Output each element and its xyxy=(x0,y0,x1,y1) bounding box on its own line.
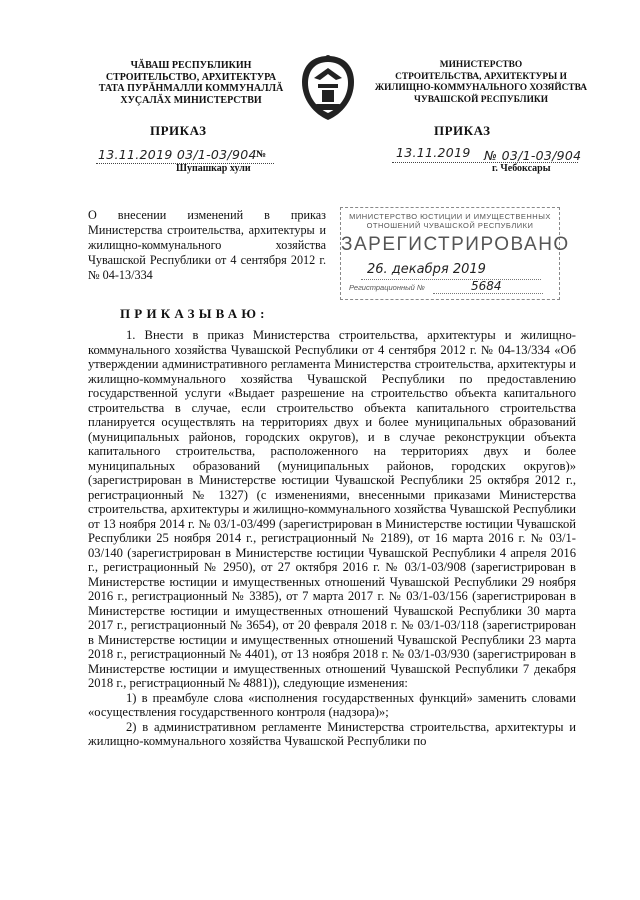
order-title-right: ПРИКАЗ xyxy=(434,123,491,138)
paragraph: 1) в преамбуле слова «исполнения государственных функций» заменить словами «осуществления государственного контроля (надзора)»; xyxy=(88,690,576,719)
header-right-line: СТРОИТЕЛЬСТВА, АРХИТЕКТУРЫ И xyxy=(395,71,567,82)
stamp-organization: МИНИСТЕРСТВО ЮСТИЦИИ И ИМУЩЕСТВЕННЫХ ОТНОШЕНИЙ ЧУВАШСКОЙ РЕСПУБЛИКИ xyxy=(349,212,551,230)
coat-of-arms-icon xyxy=(296,52,360,124)
order-title-left: ПРИКАЗ xyxy=(150,123,207,138)
stamp-date: 26. декабря 2019 xyxy=(367,262,486,277)
header-left-line: ЧĂВАШ РЕСПУБЛИКИН xyxy=(130,60,252,71)
registration-stamp xyxy=(340,207,570,300)
orders-heading: ПРИКАЗЫВАЮ: xyxy=(120,306,269,321)
order-number-left: 13.11.2019 03/1-03/904 xyxy=(98,147,257,162)
stamp-reg-number: 5684 xyxy=(471,279,502,293)
header-right-line: ЧУВАШСКОЙ РЕСПУБЛИКИ xyxy=(413,94,548,105)
header-left-line: ХУÇАЛĂХ МИНИСТЕРСТВИ xyxy=(120,94,262,106)
order-body xyxy=(88,328,576,749)
number-sign-left: № xyxy=(256,149,267,160)
header-right-line: ЖИЛИЩНО-КОММУНАЛЬНОГО ХОЗЯЙСТВА xyxy=(374,83,588,93)
header-right-line: МИНИСТЕРСТВО xyxy=(439,60,523,70)
city-left: Шупашкар хули xyxy=(176,163,251,174)
paragraph: 2) в административном регламенте Министерства строительства, архитектуры и жилищно-коммунального хозяйства Чувашской Республики по xyxy=(88,719,576,748)
order-date-right: 13.11.2019 xyxy=(396,145,471,160)
stamp-reg-line xyxy=(433,293,543,294)
header-left-line: ТАТА ПУРĂНМАЛЛИ КОММУНАЛЛĂ xyxy=(98,83,284,94)
order-number-right: № 03/1-03/904 xyxy=(484,148,582,163)
header-left-line: СТРОИТЕЛЬСТВО, АРХИТЕКТУРА xyxy=(105,71,277,83)
order-subject: О внесении изменений в приказ Министерства строительства, архитектуры и жилищно-коммунального хозяйства Чувашской Республики от 4 сентября 2012 г. № 04-13/334 xyxy=(88,208,326,282)
header-left-ministry xyxy=(92,60,290,106)
stamp-date-line xyxy=(361,279,541,280)
stamp-reg-label: Регистрационный № xyxy=(349,283,425,292)
header-right-ministry xyxy=(366,60,596,106)
paragraph: 1. Внести в приказ Министерства строительства, архитектуры и жилищно-коммунального хозяйства Чувашской Республики от 4 сентября 2012 г. № 04-13/334 «Об утверждении административного регламента Министерства строительства, архитектуры и жилищно-коммунального хозяйства Чувашской Республики по предоставлению государственной услуги «Выдает разрешение на строительство объекта капитального строительства в случае, если строительство объекта капитального строительства планируется осуществлять на территориях двух и более муниципальных образований (муниципальных районов, городских округов), и в случае реконструкции объекта капитального строительства, расположенного на территориях двух и более муниципальных образований (муниципальных районов, городских округов)» (зарегистрирован в Министерстве юстиции Чувашской Республики 25 октября 2012 г., регистрационный № 1327) (с изменениями, внесенными приказами Министерства строительства, архитектуры и жилищно-коммунального хозяйства Чувашской Республики от 13 ноября 2014 г. № 03/1-03/499 (зарегистрирован в Министерстве юстиции Чувашской Республики 25 ноября 2014 г., регистрационный № 2189), от 16 марта 2016 г. № 03/1-03/140 (зарегистрирован в Министерстве юстиции Чувашской Республики 4 апреля 2016 г., регистрационный № 2950), от 27 октября 2016 г. № 03/1-03/908 (зарегистрирован в Министерстве юстиции и имущественных отношений Чувашской Республики 29 ноября 2016 г., регистрационный № 3385), от 7 марта 2017 г. № 03/1-03/156 (зарегистрирован в Министерстве юстиции и имущественных отношений Чувашской Республики 30 марта 2017 г., регистрационный № 3654), от 20 февраля 2018 г. № 03/1-03/118 (зарегистрирован в Министерстве юстиции и имущественных отношений Чувашской Республики 23 марта 2018 г., регистрационный № 4401), от 13 ноября 2018 г. № 03/1-03/930 (зарегистрирован в Министерстве юстиции и имущественных отношений Чувашской Республики 7 декабря 2018 г., регистрационный № 4881)), следующие изменения: xyxy=(88,328,576,690)
stamp-title: ЗАРЕГИСТРИРОВАНО xyxy=(341,234,570,255)
city-right: г. Чебоксары xyxy=(492,163,551,174)
